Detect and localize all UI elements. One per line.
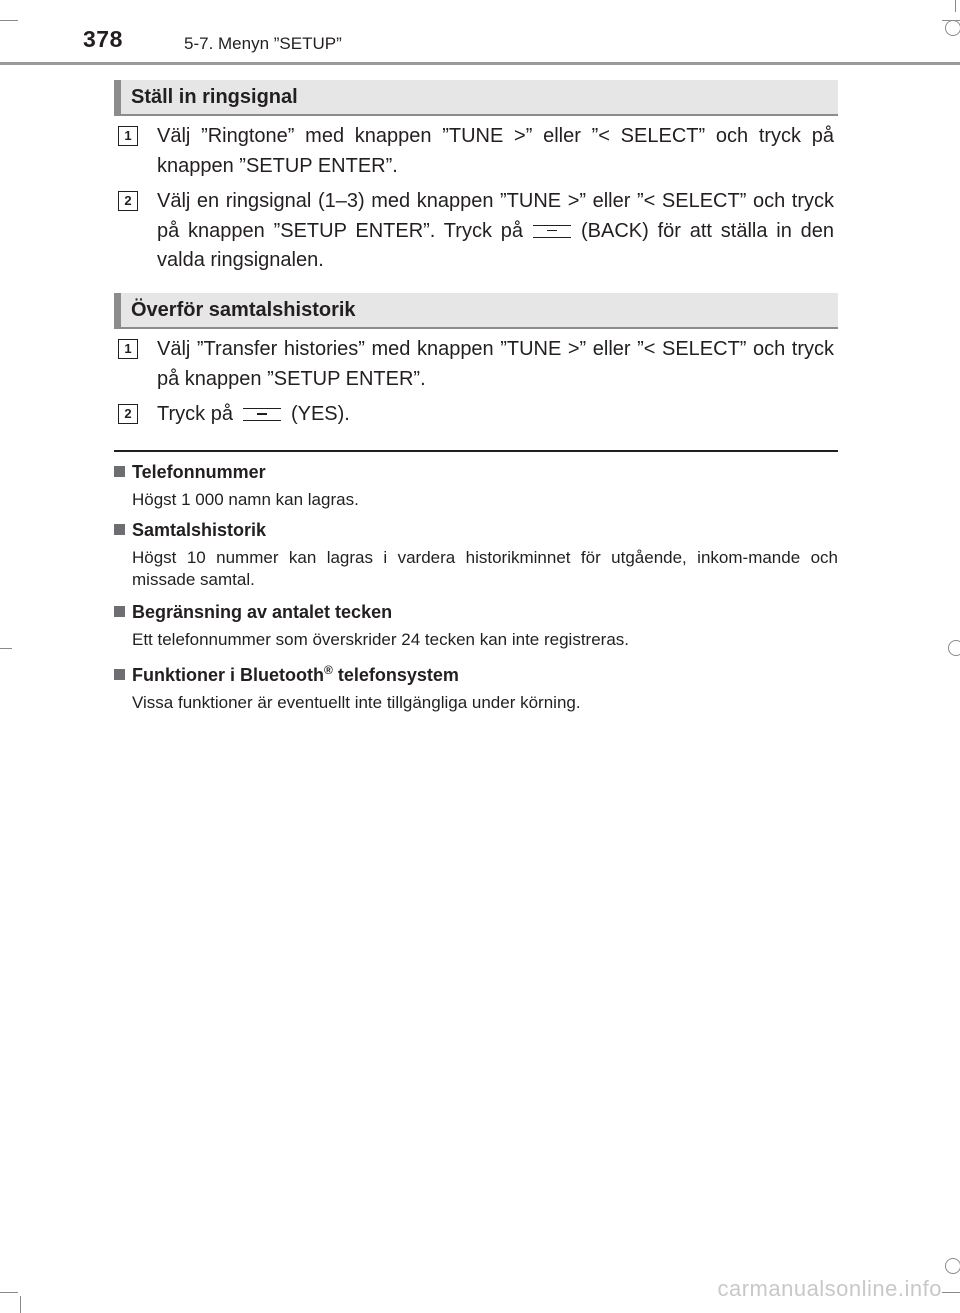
note-begransning: [114, 601, 838, 651]
hard-button-icon: [533, 225, 571, 238]
registration-mark-icon: [948, 640, 960, 656]
section-header-ringtone: [114, 80, 838, 116]
note-samtalshistorik: [114, 519, 838, 591]
crop-mark: [942, 1292, 960, 1293]
step-text: Välj ”Ringtone” med knappen ”TUNE >” eller ”< SELECT” och tryck på knappen ”SETUP ENTER”.: [157, 125, 834, 177]
square-bullet-icon: [114, 669, 125, 680]
note-body: Ett telefonnummer som överskrider 24 tecken kan inte registreras.: [132, 630, 629, 649]
crop-mark: [20, 1296, 21, 1313]
step-text-after: (YES).: [290, 403, 350, 425]
watermark: carmanualsonline.info: [717, 1276, 942, 1301]
chapter-title: 5-7. Menyn ”SETUP”: [184, 34, 342, 53]
crop-mark: [955, 0, 956, 12]
section-stripe: [114, 293, 121, 327]
step-1-ringtone: [118, 122, 834, 181]
note-body: Högst 10 nummer kan lagras i vardera historikminnet för utgående, inkom-mande och missade samtal.: [132, 548, 838, 589]
note-body: Vissa funktioner är eventuellt inte tillgängliga under körning.: [132, 693, 581, 712]
step-text-after: (BACK) för att ställa in den valda ringsignalen.: [157, 219, 834, 271]
step-2-transfer: [118, 400, 834, 430]
section-header-transfer: [114, 293, 838, 329]
step-number: 2: [118, 191, 138, 211]
crop-mark: [0, 648, 12, 649]
header-rule: [0, 62, 960, 65]
note-title: Funktioner i Bluetooth: [132, 665, 324, 685]
step-number: 1: [118, 339, 138, 359]
crop-mark: [0, 20, 18, 21]
note-body: Högst 1 000 namn kan lagras.: [132, 490, 359, 509]
step-text-before: Välj en ringsignal (1–3) med knappen ”TUNE >” eller ”< SELECT” och tryck på knappen ”SETUP ENTER”. Tryck på: [157, 190, 834, 242]
note-title-after: telefonsystem: [332, 665, 459, 685]
step-text-before: Tryck på: [157, 403, 233, 425]
step-2-ringtone: [118, 187, 834, 276]
note-title: Samtalshistorik: [132, 520, 267, 540]
section-stripe: [114, 80, 121, 114]
square-bullet-icon: [114, 466, 125, 477]
step-number: 2: [118, 404, 138, 424]
step-number: 1: [118, 126, 138, 146]
note-bluetooth: [114, 659, 838, 714]
square-bullet-icon: [114, 524, 125, 535]
section-title: Överför samtalshistorik: [131, 299, 356, 321]
step-text: [157, 400, 834, 430]
page-number: 378: [83, 26, 123, 52]
note-title: Telefonnummer: [132, 462, 266, 482]
registration-mark-icon: [945, 20, 960, 36]
crop-mark: [0, 1292, 18, 1293]
registration-mark-icon: [945, 1258, 960, 1274]
note-telefonnummer: [114, 461, 838, 511]
note-title: Begränsning av antalet tecken: [132, 602, 393, 622]
section-title: Ställ in ringsignal: [131, 86, 298, 108]
step-text: [157, 187, 834, 276]
hard-button-icon: [243, 408, 281, 421]
step-text: Välj ”Transfer histories” med knappen ”TUNE >” eller ”< SELECT” och tryck på knappen ”SETUP ENTER”.: [157, 338, 834, 390]
square-bullet-icon: [114, 606, 125, 617]
step-1-transfer: [118, 335, 834, 394]
notes-divider: [114, 450, 838, 452]
registered-mark: ®: [323, 663, 333, 677]
